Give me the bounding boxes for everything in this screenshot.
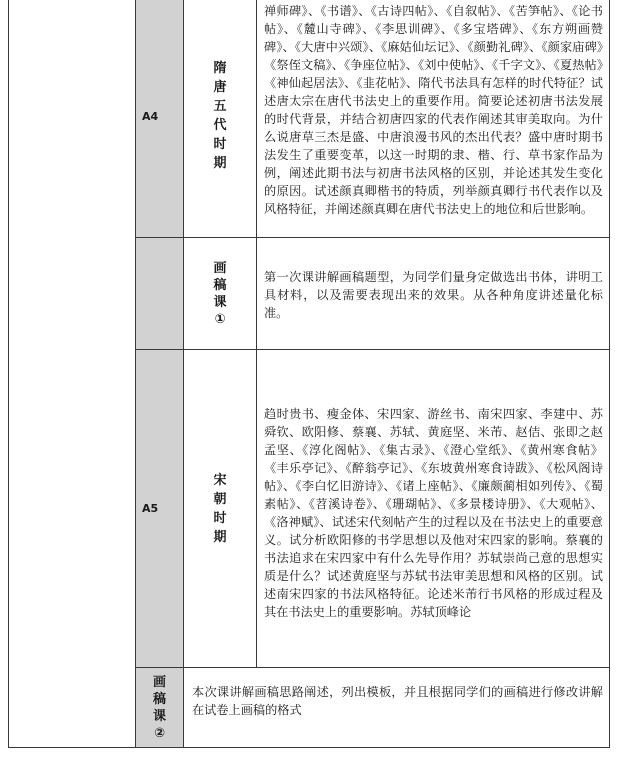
content-cell: 趋时贵书、瘦金体、宋四家、游丝书、南宋四家、李建中、苏舜钦、欧阳修、蔡襄、苏轼、黄庭坚、米芾、赵佶、张即之赵孟坚、《淳化阁帖》、《集古录》、《澄心堂纸》、《黄州寒食帖》《丰乐亭记》、《醉翁亭记》、《东坡黄州寒食诗跋》、《松风阁诗帖》、《李白忆旧游诗》、《诸上座帖》、《廉颇蔺相如列传》、《蜀素帖》、《苕溪诗卷》、《珊瑚帖》、《多景楼诗册》、《大观帖》、《洛神赋》、试述宋代刻帖产生的过程以及在书法史上的重要意义。试分析欧阳修的书学思想以及他对宋四家的影响。蔡襄的书法追求在宋四家中有什么先导作用？苏轼崇尚己意的思想实质是什么？试述黄庭坚与苏轼书法审美思想和风格的区别。试述南宋四家的书法风格特征。论述米芾行书风格的形成过程及其在书法史上的重要影响。苏轼顶峰论 [257,350,610,668]
unit-code-cell: A4 [136,0,184,238]
period-cell [184,350,257,668]
left-blank-column [9,0,136,748]
period-cell [184,0,257,238]
draft-label: 画稿课① [213,260,227,327]
content-cell: 本次课讲解画稿思路阐述，列出模板，并且根据同学们的画稿进行修改讲解在试卷上画稿的格式 [184,668,610,748]
syllabus-table [8,0,610,748]
period-label: 宋朝时期 [213,472,227,545]
table-row-a4 [9,0,610,238]
draft-label-cell [184,238,257,350]
period-label: 隋唐五代时期 [213,61,227,171]
unit-code-cell [136,238,184,350]
content-text: 第一次课讲解画稿题型，为同学们量身定做选出书体，讲明工具材料，以及需要表现出来的效果。从各种角度讲述量化标准。 [264,270,603,320]
draft-label-cell [136,668,184,748]
draft-label: 画稿课② [152,674,166,741]
content-cell [257,238,610,350]
unit-code-cell: A5 [136,350,184,668]
content-cell: 禅师碑》、《书谱》、《古诗四帖》、《自叙帖》、《苦笋帖》、《论书帖》、《麓山寺碑》、《李思训碑》、《多宝塔碑》、《东方朔画赞碑》、《大唐中兴颂》、《麻姑仙坛记》、《颜勤礼碑》、《颜家庙碑》《祭侄文稿》、《争座位帖》、《刘中使帖》、《千字文》、《夏热帖》《神仙起居法》、《韭花帖》、隋代书法具有怎样的时代特征？试述唐太宗在唐代书法史上的重要作用。简要论述初唐书法发展的时代背景，并结合初唐四家的代表作阐述其审美取向。为什么说唐草三杰是盛、中唐浪漫书风的杰出代表？盛中唐时期书法发生了重要变革，以这一时期的隶、楷、行、草书家作品为例，阐述此期书法与初唐书法风格的区别，并论述其发生变化的原因。试述颜真卿楷书的特质，列举颜真卿行书代表作以及风格特征，并阐述颜真卿在唐代书法史上的地位和后世影响。 [257,0,610,238]
